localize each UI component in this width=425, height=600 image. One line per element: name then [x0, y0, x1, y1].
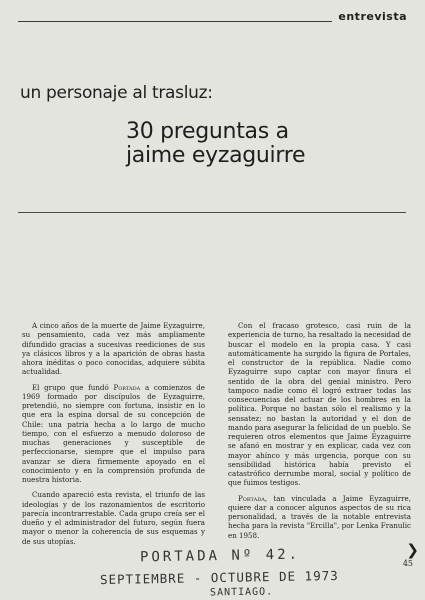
page-number: 45	[402, 559, 413, 568]
article-title	[126, 120, 305, 168]
paragraph: Con el fracaso grotesco, casi ruin de la experiencia de turno, ha resaltado la necesidad de buscar el modelo en la propia casa. Y casi automáticamente ha surgido la figura de Portales, el constructor de la república. Nadie como Eyzaguirre supo captar con mayor finura el sentido de la obra del genial ministro. Pero tampoco nadie como él logró extraer todas las consecuencias del actuar de los hombres en la política. Porque no bastan sólo el realismo y la sensatez; no bastan la autoridad y el don de mando para asegurar la felicidad de un pueblo. Se requieren otros elementos que Jaime Eyzaguirre se afanó en mostrar y en explicar, cada vez con mayor ahínco y más urgencia, porque con su sensibilidad histórica había previsto el catastrófico derrumbe moral, social y político de que fuimos testigos.	[228, 321, 411, 488]
paragraph: Cuando apareció esta revista, el triunfo de las ideologías y de los razonamientos de escritorio parecía incontrarrestable. Cada grupo creía ser el dueño y el administrador del futuro, según fuera mayor o menor la coherencia de sus esquemas y de sus utopías.	[22, 490, 205, 546]
continue-arrow-icon: ❯	[406, 541, 419, 559]
handwritten-note-city: SANTIAGO.	[209, 586, 274, 599]
section-label: entrevista	[332, 11, 407, 23]
article-title-line-1: 30 preguntas a	[126, 119, 289, 144]
magazine-name: Portada	[113, 382, 141, 392]
paragraph: A cinco años de la muerte de Jaime Eyzaguirre, su pensamiento, cada vez más ampliamente difundido gracias a sucesivas reediciones de sus ya clásicos libros y a la aparición de obras hasta ahora inéditas o poco conocidas, adquiere súbita actualidad.	[22, 321, 205, 377]
paragraph: El grupo que fundó Portada a comienzos de 1969 formado por discípulos de Eyzaguirre, pretendió, no siempre con fortuna, insistir en lo que era la espina dorsal de su concepción de Chile: una patria hecha a lo largo de mucho tiempo, con el esfuerzo a menudo doloroso de muchas generaciones y susceptible de perfeccionarse, siempre que el impulso para avanzar se diera firmemente apoyado en el conocimiento y en la comprensión profunda de nuestra historia.	[22, 382, 205, 484]
article-title-line-2: jaime eyzaguirre	[126, 143, 306, 168]
magazine-name: Portada	[238, 493, 265, 503]
handwritten-note-issue: PORTADA Nº 42.	[139, 546, 301, 566]
body-column-left	[22, 321, 205, 546]
title-divider	[18, 212, 406, 213]
body-column-right	[228, 321, 411, 540]
handwritten-note-date: SEPTIEMBRE - OCTUBRE DE 1973	[99, 567, 339, 588]
article-kicker: un personaje al trasluz:	[20, 83, 213, 103]
paragraph: Portada, tan vinculada a Jaime Eyzaguirre, quiere dar a conocer algunos aspectos de su rica personalidad, a través de la notable entrevista hecha para la revista "Ercilla", por Lenka Franulic en 1958.	[228, 493, 411, 540]
